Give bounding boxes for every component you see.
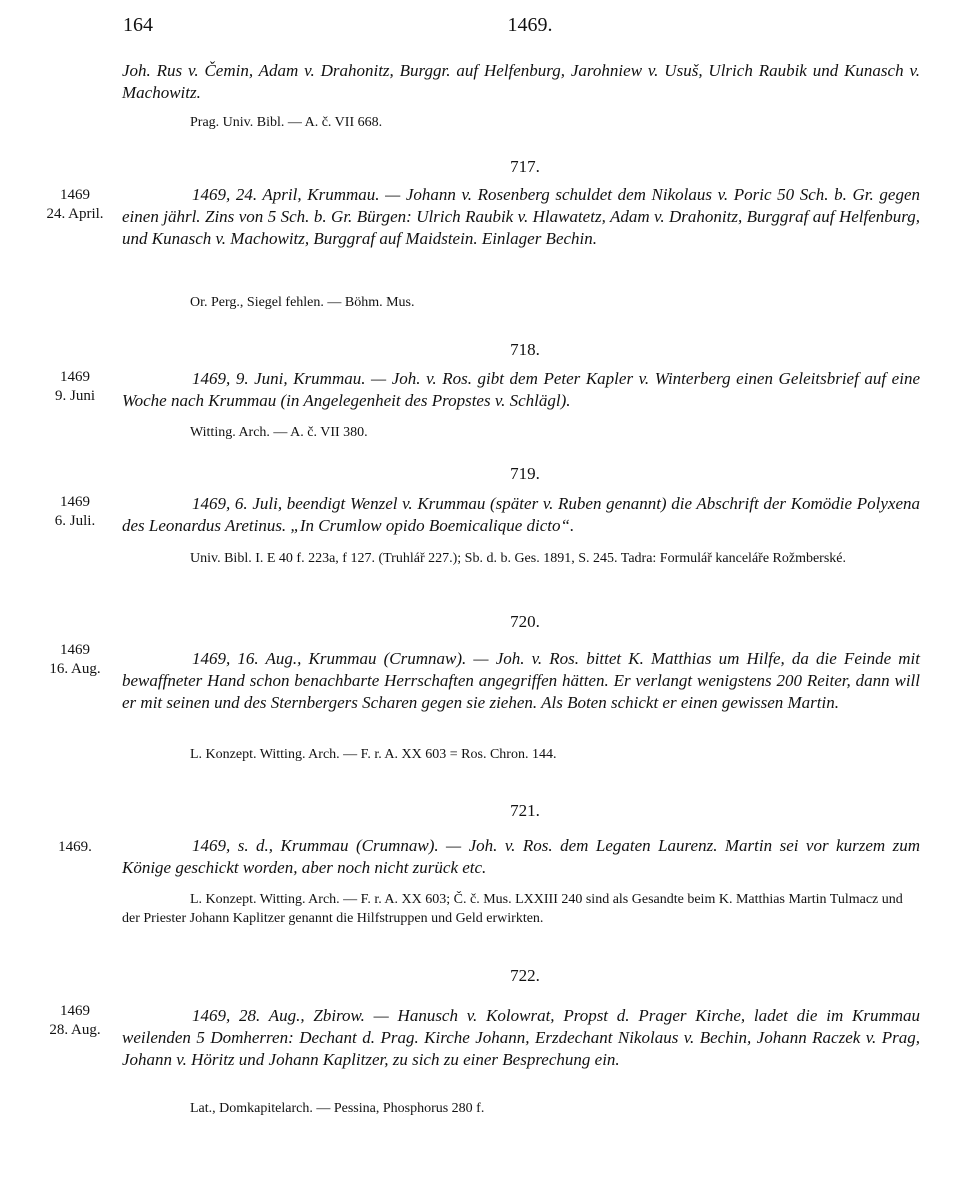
margin-date-note [40, 186, 110, 224]
margin-date: 24. April. [46, 206, 104, 222]
entry-regest-text: 1469, 6. Juli, beendigt Wenzel v. Krummau (später v. Ruben genannt) die Abschrift der Komödie Polyxena des Leonardus Aretinus. „In Crumlow opido Boemicalique dicto“. [122, 494, 920, 535]
entry-regest [122, 184, 920, 250]
entry-source-text: Or. Perg., Siegel fehlen. — Böhm. Mus. [190, 295, 415, 310]
entry-number: 718. [510, 340, 540, 359]
intro-source [122, 113, 920, 132]
entry-regest-text: 1469, 24. April, Krummau. — Johann v. Rosenberg schuldet dem Nikolaus v. Poric 50 Sch. b. Gr. gegen einen jährl. Zins von 5 Sch. b. Gr. Bürgen: Ulrich Raubik v. Hlawatetz, Adam v. Drahonitz, Burggraf auf Helfenburg, und Kunasch v. Machowitz, Burggraf auf Maidstein. Einlager Bechin. [122, 185, 920, 248]
entry-number: 719. [510, 464, 540, 483]
entry-source-text: Univ. Bibl. I. E 40 f. 223a, f 127. (Truhlář 227.); Sb. d. b. Ges. 1891, S. 245. Tadra: Formulář kanceláře Rožmberské. [190, 551, 847, 566]
intro-regest-text: Joh. Rus v. Čemin, Adam v. Drahonitz, Burggr. auf Helfenburg, Jarohniew v. Usuš, Ulrich Raubik und Kunasch v. Machowitz. [122, 61, 920, 102]
page-number: 164 [123, 14, 153, 36]
margin-year: 1469 [60, 494, 90, 510]
margin-date-note [40, 493, 110, 531]
entry-source [122, 890, 920, 928]
entry-number: 720. [510, 612, 540, 631]
entry-regest-text: 1469, 28. Aug., Zbirow. — Hanusch v. Kolowrat, Propst d. Prager Kirche, ladet die im Krummau weilenden 5 Domherren: Dechant d. Prag. Kirche Johann, Erzdechant Nikolaus v. Bechin, Johann Raczek v. Prag, Johann v. Höritz und Johann Kaplitzer, zu sich zu einer Besprechung ein. [122, 1006, 920, 1069]
entry-regest [122, 368, 920, 412]
margin-date: 28. Aug. [49, 1022, 101, 1038]
margin-date: 9. Juni [54, 388, 95, 404]
entry-source-text: Witting. Arch. — A. č. VII 380. [190, 425, 368, 440]
margin-year: 1469 [60, 369, 90, 385]
entry-regest [122, 1005, 920, 1071]
entry-source-text: L. Konzept. Witting. Arch. — F. r. A. XX 603; Č. č. Mus. LXXIII 240 sind als Gesandte beim K. Matthias Martin Tulmacz und der Priester Johann Kaplitzer genannt die Hilfstruppen und Geld erwirkten. [122, 892, 903, 926]
entry-source [122, 549, 920, 568]
entry-regest-text: 1469, 9. Juni, Krummau. — Joh. v. Ros. gibt dem Peter Kapler v. Winterberg einen Geleitsbrief auf eine Woche nach Krummau (in Angelegenheit des Propstes v. Schlägl). [122, 369, 920, 410]
margin-date: 6. Juli. [54, 513, 96, 529]
entry-source-text: Lat., Domkapitelarch. — Pessina, Phosphorus 280 f. [190, 1101, 485, 1116]
margin-year: 1469 [60, 1003, 90, 1019]
entry-source-text: L. Konzept. Witting. Arch. — F. r. A. XX 603 = Ros. Chron. 144. [190, 747, 557, 762]
margin-year: 1469 [60, 642, 90, 658]
entry-regest-text: 1469, s. d., Krummau (Crumnaw). — Joh. v. Ros. dem Legaten Laurenz. Martin sei vor kurzem zum Könige geschickt worden, aber noch nicht zurück etc. [122, 836, 920, 877]
entry-regest [122, 493, 920, 537]
margin-date: 16. Aug. [49, 661, 101, 677]
entry-source [122, 293, 920, 312]
entry-number: 722. [510, 966, 540, 985]
intro-source-text: Prag. Univ. Bibl. — A. č. VII 668. [190, 115, 383, 130]
running-year-header: 1469. [507, 14, 553, 36]
margin-year: 1469 [60, 187, 90, 203]
margin-date-note [40, 838, 110, 857]
intro-regest [122, 60, 920, 104]
margin-year: 1469. [58, 839, 92, 855]
entry-source [122, 1099, 920, 1118]
margin-date-note [40, 641, 110, 679]
entry-number: 721. [510, 801, 540, 820]
margin-date-note [40, 368, 110, 406]
entry-regest [122, 835, 920, 879]
entry-regest [122, 648, 920, 714]
entry-source [122, 423, 920, 442]
entry-regest-text: 1469, 16. Aug., Krummau (Crumnaw). — Joh. v. Ros. bittet K. Matthias um Hilfe, da die Feinde mit bewaffneter Hand schon benachbarte Herrschaften angegriffen hätten. Er verlangt wenigstens 200 Reiter, dann will er mit seinen und des Sternbergers Scharen gegen sie ziehen. Als Boten schickt er einen gewissen Martin. [122, 649, 920, 712]
entry-source [122, 745, 920, 764]
margin-date-note [40, 1002, 110, 1040]
entry-number: 717. [510, 157, 540, 176]
